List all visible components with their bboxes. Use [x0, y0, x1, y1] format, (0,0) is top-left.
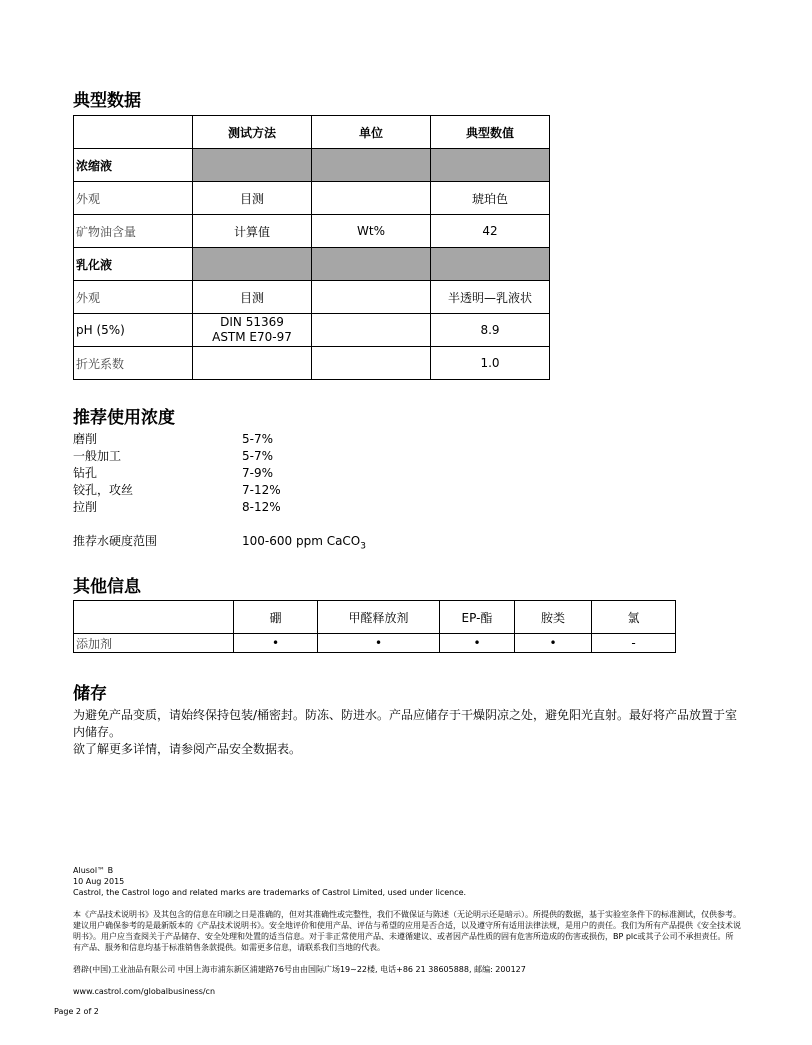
concentration-heading: 推荐使用浓度 [73, 408, 175, 428]
company-address: 碧辟(中国)工业油品有限公司 中国上海市浦东新区浦建路76号由由国际广场19~22楼, 电话+86 21 38605888, 邮编: 200127 [73, 965, 526, 974]
row-value: • [234, 634, 318, 653]
row-name: 外观 [74, 281, 193, 314]
row-unit [312, 182, 431, 215]
other-info-heading: 其他信息 [73, 577, 141, 597]
water-hardness-row [73, 533, 366, 552]
item-label: 一般加工 [73, 449, 122, 463]
product-name: Alusol™ B [73, 866, 114, 875]
header-ep-ester: EP-酯 [440, 601, 515, 634]
page-number: Page 2 of 2 [54, 1007, 99, 1016]
header-amines: 胺类 [515, 601, 592, 634]
method-line-2: ASTM E70-97 [212, 330, 292, 344]
storage-more-info: 欲了解更多详情，请参阅产品安全数据表。 [73, 742, 302, 756]
grey-cell [431, 149, 550, 182]
header-empty [74, 601, 234, 634]
item-label: 钻孔 [73, 466, 98, 480]
item-label: 铰孔，攻丝 [73, 483, 134, 497]
row-unit [312, 314, 431, 347]
grey-cell [312, 149, 431, 182]
header-test-method: 测试方法 [193, 116, 312, 149]
hardness-subscript: 3 [360, 541, 366, 552]
header-boron: 硼 [234, 601, 318, 634]
row-value: 42 [431, 215, 550, 248]
grey-cell [193, 149, 312, 182]
row-method [193, 347, 312, 380]
table-row [74, 215, 550, 248]
header-chlorine: 氯 [592, 601, 676, 634]
header-formaldehyde: 甲醛释放剂 [318, 601, 440, 634]
row-name: 矿物油含量 [74, 215, 193, 248]
additive-label: 添加剂 [74, 634, 234, 653]
grey-cell [193, 248, 312, 281]
list-item [73, 431, 274, 448]
list-item [73, 482, 281, 499]
concentrate-section-row [74, 149, 550, 182]
row-value: - [592, 634, 676, 653]
item-value: 7-9% [242, 466, 274, 480]
spacer [73, 516, 157, 533]
hardness-label: 推荐水硬度范围 [73, 534, 158, 548]
row-value: 琥珀色 [431, 182, 550, 215]
emulsion-label: 乳化液 [74, 248, 193, 281]
trademark-text: Castrol, the Castrol logo and related marks are trademarks of Castrol Limited, used under licence. [73, 888, 467, 897]
disclaimer-text: 本《产品技术说明书》及其包含的信息在印刷之日是准确的，但对其准确性或完整性，我们不做保证与陈述（无论明示还是暗示）。所提供的数据，基于实验室条件下的标准测试，仅供参考。建议用户确保参考的是最新版本的《产品技术说明书》。安全地评价和使用产品、评估与希望的应用是否合适，以及遵守所有适用法律法规，是用户的责任。我们为所有产品提供《安全技术说明书》。用户应当查阅关于产品储存、安全处理和处置的适当信息。对于非正常使用产品、未遵循建议、或者因产品性质的固有危害所造成的伤害或损伤，BP plc或其子公司不承担责任。所有产品、服务和信息均基于标准销售条款提供。如需更多信息，请联系我们当地的代表。 [73, 910, 741, 952]
item-value: 7-12% [242, 483, 281, 497]
row-method: 计算值 [193, 215, 312, 248]
table-row [74, 634, 676, 653]
table-row [74, 314, 550, 347]
method-line-1: DIN 51369 [220, 315, 284, 329]
website-link[interactable]: www.castrol.com/globalbusiness/cn [73, 987, 216, 996]
row-unit [312, 281, 431, 314]
list-item [73, 499, 281, 516]
row-value: 半透明—乳液状 [431, 281, 550, 314]
grey-cell [431, 248, 550, 281]
table-row [74, 182, 550, 215]
doc-date: 10 Aug 2015 [73, 877, 125, 886]
hardness-text: 100-600 ppm CaCO [242, 534, 361, 548]
item-label: 拉削 [73, 500, 98, 514]
item-value: 5-7% [242, 449, 274, 463]
list-item [73, 465, 274, 482]
row-unit [312, 347, 431, 380]
typical-data-heading: 典型数据 [73, 91, 141, 111]
hardness-value [242, 533, 366, 555]
row-method [193, 314, 312, 347]
list-item [73, 448, 274, 465]
row-value: 8.9 [431, 314, 550, 347]
row-value: • [318, 634, 440, 653]
row-name: 折光系数 [74, 347, 193, 380]
item-label: 磨削 [73, 432, 98, 446]
storage-heading: 储存 [73, 684, 107, 704]
table-header-row [74, 116, 550, 149]
storage-text: 为避免产品变质，请始终保持包装/桶密封。防冻、防进水。产品应储存于干燥阴凉之处，避免阳光直射。最好将产品放置于室内储存。 [73, 708, 738, 739]
item-value: 8-12% [242, 500, 281, 514]
typical-data-table [73, 115, 550, 380]
row-method: 目测 [193, 182, 312, 215]
row-name: pH (5%) [74, 314, 193, 347]
grey-cell [312, 248, 431, 281]
table-header-row [74, 601, 676, 634]
header-typical-value: 典型数值 [431, 116, 550, 149]
row-value: • [515, 634, 592, 653]
row-name: 外观 [74, 182, 193, 215]
concentrate-label: 浓缩液 [74, 149, 193, 182]
emulsion-section-row [74, 248, 550, 281]
other-info-table [73, 600, 676, 653]
header-empty [74, 116, 193, 149]
table-row [74, 281, 550, 314]
table-row [74, 347, 550, 380]
row-method: 目测 [193, 281, 312, 314]
header-unit: 单位 [312, 116, 431, 149]
row-value: 1.0 [431, 347, 550, 380]
concentration-list [73, 431, 366, 552]
item-value: 5-7% [242, 432, 274, 446]
row-value: • [440, 634, 515, 653]
row-unit: Wt% [312, 215, 431, 248]
